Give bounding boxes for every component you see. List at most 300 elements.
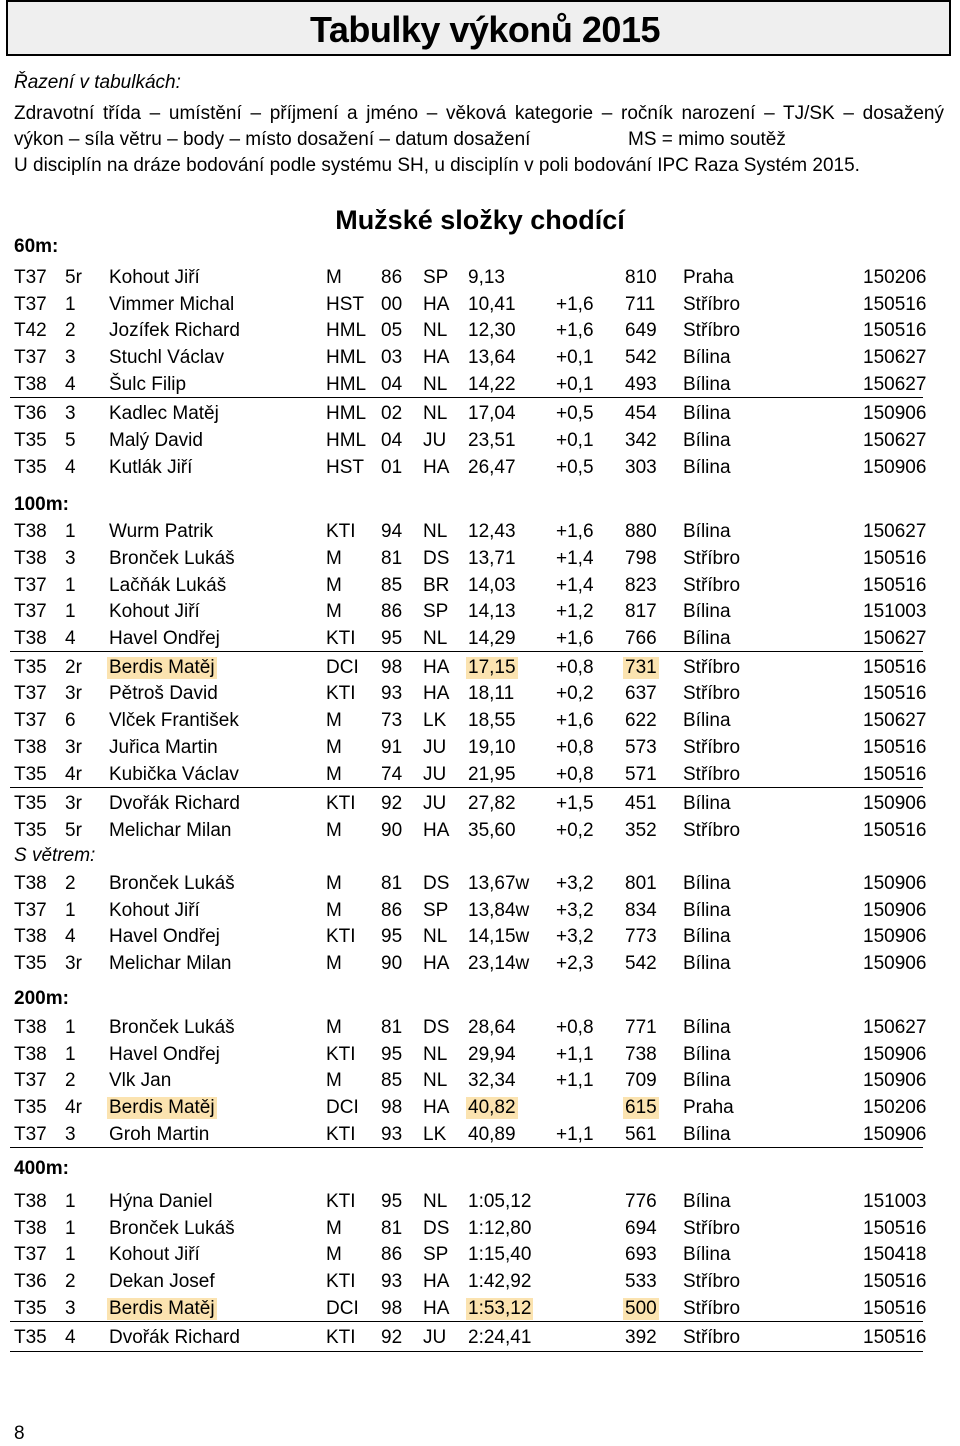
cell-date: 150516 (863, 657, 927, 678)
cell-res: 21,95 (468, 764, 516, 785)
cell-club: HA (423, 1271, 450, 1292)
cell-name: Melichar Milan (109, 953, 232, 974)
cell-res: 10,41 (468, 294, 516, 315)
cell-name: Berdis Matěj (109, 1298, 215, 1319)
cell-place: Bílina (683, 628, 731, 649)
cell-wind: +1,6 (556, 320, 594, 341)
table-row (0, 762, 960, 788)
cell-res: 1:53,12 (468, 1298, 532, 1319)
cell-date: 151003 (863, 601, 927, 622)
cell-name: Kohout Jiří (109, 267, 200, 288)
cell-res: 13,64 (468, 347, 516, 368)
cell-pts: 451 (625, 793, 657, 814)
cell-place: Stříbro (683, 737, 741, 758)
cell-res: 14,22 (468, 374, 516, 395)
cell-place: Stříbro (683, 1327, 741, 1348)
table-row (0, 951, 960, 977)
cell-yr: 86 (381, 1244, 403, 1265)
cell-pts: 773 (625, 926, 657, 947)
cell-res: 13,71 (468, 548, 516, 569)
cell-place: Bílina (683, 457, 731, 478)
table-row (0, 708, 960, 734)
cell-cls: T37 (14, 683, 47, 704)
cell-pts: 500 (625, 1298, 657, 1319)
table-row (0, 924, 960, 950)
cell-pts: 817 (625, 601, 657, 622)
cell-cls: T42 (14, 320, 47, 341)
cell-cat: M (326, 1070, 342, 1091)
cell-place: Praha (683, 1097, 734, 1118)
cell-date: 150206 (863, 1097, 927, 1118)
cell-name: Kohout Jiří (109, 1244, 200, 1265)
cell-yr: 74 (381, 764, 403, 785)
cell-yr: 02 (381, 403, 403, 424)
cell-cls: T38 (14, 1017, 47, 1038)
cell-place: Bílina (683, 403, 731, 424)
cell-club: HA (423, 457, 450, 478)
table-row (0, 681, 960, 707)
cell-date: 150906 (863, 1124, 927, 1145)
cell-cat: M (326, 267, 342, 288)
table-row (0, 318, 960, 344)
table-row (0, 1325, 960, 1351)
cell-pts: 615 (625, 1097, 657, 1118)
cell-date: 151003 (863, 1191, 927, 1212)
cell-wind: +1,1 (556, 1124, 594, 1145)
cell-cat: M (326, 548, 342, 569)
cell-res: 13,84w (468, 900, 530, 921)
cell-pl: 4 (65, 926, 76, 947)
cell-pts: 392 (625, 1327, 657, 1348)
cell-pts: 711 (625, 294, 656, 315)
cell-pts: 801 (625, 873, 657, 894)
table-row (0, 871, 960, 897)
cell-yr: 94 (381, 521, 403, 542)
cell-date: 150627 (863, 347, 927, 368)
cell-res: 1:15,40 (468, 1244, 532, 1265)
cell-name: Vlk Jan (109, 1070, 172, 1091)
cell-yr: 81 (381, 548, 403, 569)
cell-cat: HML (326, 320, 367, 341)
cell-res: 40,82 (468, 1097, 516, 1118)
intro-label: Řazení v tabulkách: (14, 72, 181, 93)
cell-place: Bílina (683, 710, 731, 731)
cell-yr: 92 (381, 1327, 403, 1348)
cell-cat: KTI (326, 1191, 356, 1212)
cell-place: Stříbro (683, 1271, 741, 1292)
cell-cat: M (326, 873, 342, 894)
cell-yr: 81 (381, 1017, 403, 1038)
cell-pts: 766 (625, 628, 657, 649)
cell-res: 18,11 (468, 683, 515, 704)
cell-yr: 95 (381, 628, 403, 649)
wind-assisted-label: S větrem: (14, 845, 96, 866)
cell-name: Juřica Martin (109, 737, 218, 758)
cell-yr: 95 (381, 926, 403, 947)
cell-pts: 542 (625, 953, 657, 974)
cell-pl: 3 (65, 1124, 76, 1145)
cell-yr: 98 (381, 1097, 403, 1118)
cell-res: 13,67w (468, 873, 530, 894)
cell-date: 150627 (863, 1017, 927, 1038)
cell-cls: T38 (14, 548, 47, 569)
cell-club: DS (423, 1218, 450, 1239)
cell-pts: 709 (625, 1070, 657, 1091)
cell-pl: 1 (65, 1017, 76, 1038)
cell-cls: T37 (14, 1124, 47, 1145)
table-row (0, 1042, 960, 1068)
cell-pl: 1 (65, 900, 76, 921)
cell-place: Stříbro (683, 764, 741, 785)
cell-cls: T37 (14, 1244, 47, 1265)
cell-cat: DCI (326, 657, 359, 678)
cell-pts: 823 (625, 575, 657, 596)
cell-wind: +1,5 (556, 793, 594, 814)
cell-cls: T37 (14, 900, 47, 921)
cell-pts: 738 (625, 1044, 657, 1065)
cell-cat: HML (326, 374, 367, 395)
cell-date: 150906 (863, 793, 927, 814)
cell-cat: HML (326, 430, 367, 451)
cell-wind: +0,2 (556, 683, 594, 704)
cell-cat: M (326, 737, 342, 758)
row-separator (10, 1147, 923, 1148)
cell-cls: T37 (14, 601, 47, 622)
cell-club: DS (423, 873, 450, 894)
cell-pl: 6 (65, 710, 76, 731)
cell-yr: 73 (381, 710, 403, 731)
intro-line-2-left: výkon – síla větru – body – místo dosažení – datum dosažení (14, 129, 531, 150)
cell-pl: 1 (65, 575, 76, 596)
cell-place: Bílina (683, 1017, 731, 1038)
cell-cat: HML (326, 403, 367, 424)
cell-place: Stříbro (683, 320, 741, 341)
cell-cat: M (326, 820, 342, 841)
cell-wind: +0,8 (556, 764, 594, 785)
cell-yr: 92 (381, 793, 403, 814)
cell-cls: T37 (14, 267, 47, 288)
cell-cls: T35 (14, 764, 47, 785)
cell-yr: 95 (381, 1191, 403, 1212)
cell-cat: KTI (326, 793, 356, 814)
cell-cat: M (326, 900, 342, 921)
cell-pl: 2 (65, 1070, 76, 1091)
cell-club: HA (423, 294, 450, 315)
cell-pl: 4r (65, 764, 82, 785)
cell-res: 23,51 (468, 430, 516, 451)
cell-wind: +0,1 (556, 347, 594, 368)
cell-date: 150516 (863, 294, 927, 315)
cell-res: 17,15 (468, 657, 516, 678)
table-row (0, 1015, 960, 1041)
cell-pl: 1 (65, 521, 76, 542)
cell-club: SP (423, 900, 449, 921)
table-row (0, 546, 960, 572)
cell-wind: +1,1 (556, 1044, 594, 1065)
cell-pts: 573 (625, 737, 657, 758)
cell-pts: 810 (625, 267, 657, 288)
cell-res: 17,04 (468, 403, 516, 424)
cell-name: Stuchl Václav (109, 347, 225, 368)
cell-club: BR (423, 575, 450, 596)
cell-name: Jozífek Richard (109, 320, 240, 341)
cell-cls: T35 (14, 657, 47, 678)
cell-cls: T38 (14, 374, 47, 395)
cell-cls: T37 (14, 294, 47, 315)
cell-cls: T36 (14, 403, 47, 424)
cell-pts: 776 (625, 1191, 657, 1212)
cell-wind: +0,5 (556, 403, 594, 424)
cell-name: Šulc Filip (109, 374, 187, 395)
cell-club: NL (423, 521, 448, 542)
cell-name: Wurm Patrik (109, 521, 214, 542)
cell-date: 150627 (863, 374, 927, 395)
cell-club: JU (423, 764, 447, 785)
cell-pts: 542 (625, 347, 657, 368)
cell-res: 23,14w (468, 953, 530, 974)
cell-place: Bílina (683, 1244, 731, 1265)
cell-cat: DCI (326, 1298, 359, 1319)
cell-res: 29,94 (468, 1044, 516, 1065)
cell-pl: 4 (65, 374, 76, 395)
cell-pl: 4 (65, 457, 76, 478)
cell-cat: M (326, 575, 342, 596)
cell-wind: +1,6 (556, 521, 594, 542)
cell-yr: 01 (381, 457, 403, 478)
cell-name: Havel Ondřej (109, 926, 220, 947)
table-row (0, 428, 960, 454)
cell-name: Vlček František (109, 710, 239, 731)
cell-wind: +0,8 (556, 657, 594, 678)
cell-pts: 561 (625, 1124, 657, 1145)
cell-res: 2:24,41 (468, 1327, 532, 1348)
cell-wind: +1,4 (556, 575, 594, 596)
cell-cls: T38 (14, 737, 47, 758)
table-row (0, 519, 960, 545)
cell-wind: +0,8 (556, 1017, 594, 1038)
cell-cat: M (326, 601, 342, 622)
cell-cls: T38 (14, 873, 47, 894)
cell-name: Kutlák Jiří (109, 457, 193, 478)
cell-club: HA (423, 347, 450, 368)
cell-club: SP (423, 267, 449, 288)
cell-date: 150516 (863, 1298, 927, 1319)
cell-cls: T36 (14, 1271, 47, 1292)
cell-pl: 2 (65, 1271, 76, 1292)
cell-club: JU (423, 1327, 447, 1348)
cell-yr: 04 (381, 374, 403, 395)
cell-pl: 1 (65, 1044, 76, 1065)
cell-pl: 3 (65, 403, 76, 424)
cell-pts: 834 (625, 900, 657, 921)
cell-cat: KTI (326, 1271, 356, 1292)
cell-place: Bílina (683, 926, 731, 947)
cell-place: Bílina (683, 347, 731, 368)
cell-res: 12,43 (468, 521, 516, 542)
cell-club: DS (423, 1017, 450, 1038)
cell-cat: KTI (326, 683, 356, 704)
cell-name: Berdis Matěj (109, 657, 215, 678)
cell-yr: 86 (381, 900, 403, 921)
cell-pl: 2r (65, 657, 82, 678)
cell-name: Melichar Milan (109, 820, 232, 841)
cell-cls: T38 (14, 1044, 47, 1065)
cell-yr: 93 (381, 683, 403, 704)
cell-club: HA (423, 1097, 450, 1118)
cell-date: 150516 (863, 575, 927, 596)
cell-pl: 3r (65, 683, 82, 704)
cell-date: 150627 (863, 521, 927, 542)
cell-date: 150516 (863, 320, 927, 341)
cell-pl: 3 (65, 1298, 76, 1319)
cell-date: 150906 (863, 1044, 927, 1065)
cell-cat: M (326, 1218, 342, 1239)
cell-name: Kadlec Matěj (109, 403, 219, 424)
cell-pl: 2 (65, 320, 76, 341)
row-separator (10, 1351, 923, 1352)
cell-yr: 81 (381, 873, 403, 894)
cell-place: Bílina (683, 1191, 731, 1212)
cell-place: Stříbro (683, 1218, 741, 1239)
section-subtitle: Mužské složky chodící (335, 205, 625, 235)
cell-pts: 342 (625, 430, 657, 451)
cell-res: 32,34 (468, 1070, 516, 1091)
table-row (0, 265, 960, 291)
cell-cat: KTI (326, 1327, 356, 1348)
cell-place: Bílina (683, 601, 731, 622)
cell-pl: 3r (65, 737, 82, 758)
cell-wind: +1,6 (556, 628, 594, 649)
cell-place: Stříbro (683, 657, 741, 678)
table-row (0, 1296, 960, 1322)
cell-res: 12,30 (468, 320, 516, 341)
cell-cls: T38 (14, 521, 47, 542)
cell-date: 150906 (863, 926, 927, 947)
cell-name: Bronček Lukáš (109, 873, 235, 894)
cell-pts: 637 (625, 683, 657, 704)
cell-yr: 00 (381, 294, 403, 315)
cell-pl: 3 (65, 548, 76, 569)
cell-date: 150516 (863, 1271, 927, 1292)
cell-club: NL (423, 1191, 448, 1212)
cell-place: Bílina (683, 793, 731, 814)
cell-res: 1:05,12 (468, 1191, 532, 1212)
cell-place: Stříbro (683, 294, 741, 315)
cell-date: 150516 (863, 820, 927, 841)
cell-pts: 303 (625, 457, 657, 478)
cell-cat: KTI (326, 926, 356, 947)
cell-cls: T38 (14, 1218, 47, 1239)
cell-cls: T37 (14, 1070, 47, 1091)
cell-place: Bílina (683, 900, 731, 921)
page-title: Tabulky výkonů 2015 (310, 9, 660, 50)
cell-club: SP (423, 601, 449, 622)
cell-yr: 86 (381, 267, 403, 288)
table-row (0, 655, 960, 681)
cell-date: 150516 (863, 1327, 927, 1348)
cell-name: Vimmer Michal (109, 294, 235, 315)
cell-name: Berdis Matěj (109, 1097, 215, 1118)
cell-wind: +0,1 (556, 430, 594, 451)
cell-cls: T35 (14, 793, 47, 814)
cell-wind: +3,2 (556, 926, 594, 947)
cell-cat: HML (326, 347, 367, 368)
cell-cls: T38 (14, 1191, 47, 1212)
table-row (0, 898, 960, 924)
cell-name: Dekan Josef (109, 1271, 215, 1292)
cell-wind: +3,2 (556, 873, 594, 894)
cell-pts: 622 (625, 710, 657, 731)
cell-club: NL (423, 403, 448, 424)
cell-yr: 03 (381, 347, 403, 368)
cell-res: 27,82 (468, 793, 516, 814)
cell-wind: +0,1 (556, 374, 594, 395)
cell-club: NL (423, 628, 448, 649)
cell-pts: 694 (625, 1218, 657, 1239)
cell-pl: 3r (65, 953, 82, 974)
cell-cls: T35 (14, 457, 47, 478)
cell-cat: M (326, 953, 342, 974)
cell-yr: 98 (381, 657, 403, 678)
cell-res: 26,47 (468, 457, 516, 478)
cell-yr: 85 (381, 1070, 403, 1091)
cell-place: Praha (683, 267, 734, 288)
cell-pts: 352 (625, 820, 657, 841)
cell-club: LK (423, 710, 447, 731)
cell-cls: T35 (14, 1327, 47, 1348)
cell-res: 9,13 (468, 267, 505, 288)
cell-name: Dvořák Richard (109, 1327, 240, 1348)
cell-name: Kubička Václav (109, 764, 239, 785)
cell-date: 150906 (863, 953, 927, 974)
cell-cls: T37 (14, 347, 47, 368)
cell-wind: +1,2 (556, 601, 594, 622)
cell-club: DS (423, 548, 450, 569)
cell-name: Kohout Jiří (109, 900, 200, 921)
cell-wind: +1,4 (556, 548, 594, 569)
cell-res: 1:12,80 (468, 1218, 532, 1239)
cell-pl: 3r (65, 793, 82, 814)
cell-yr: 81 (381, 1218, 403, 1239)
cell-cat: M (326, 1244, 342, 1265)
cell-res: 14,29 (468, 628, 516, 649)
cell-yr: 85 (381, 575, 403, 596)
cell-cat: HST (326, 457, 364, 478)
cell-cat: HST (326, 294, 364, 315)
cell-pl: 4r (65, 1097, 82, 1118)
cell-cls: T35 (14, 953, 47, 974)
cell-yr: 98 (381, 1298, 403, 1319)
cell-club: HA (423, 683, 450, 704)
cell-res: 1:42,92 (468, 1271, 532, 1292)
cell-wind: +0,8 (556, 737, 594, 758)
table-row (0, 1216, 960, 1242)
row-separator (10, 1321, 923, 1322)
table-row (0, 455, 960, 481)
table-row (0, 372, 960, 398)
cell-pl: 4 (65, 1327, 76, 1348)
cell-cat: M (326, 710, 342, 731)
cell-name: Malý David (109, 430, 203, 451)
cell-name: Kohout Jiří (109, 601, 200, 622)
cell-date: 150516 (863, 683, 927, 704)
table-row (0, 626, 960, 652)
cell-date: 150627 (863, 710, 927, 731)
cell-name: Dvořák Richard (109, 793, 240, 814)
cell-place: Stříbro (683, 683, 741, 704)
table-row (0, 791, 960, 817)
cell-date: 150906 (863, 900, 927, 921)
